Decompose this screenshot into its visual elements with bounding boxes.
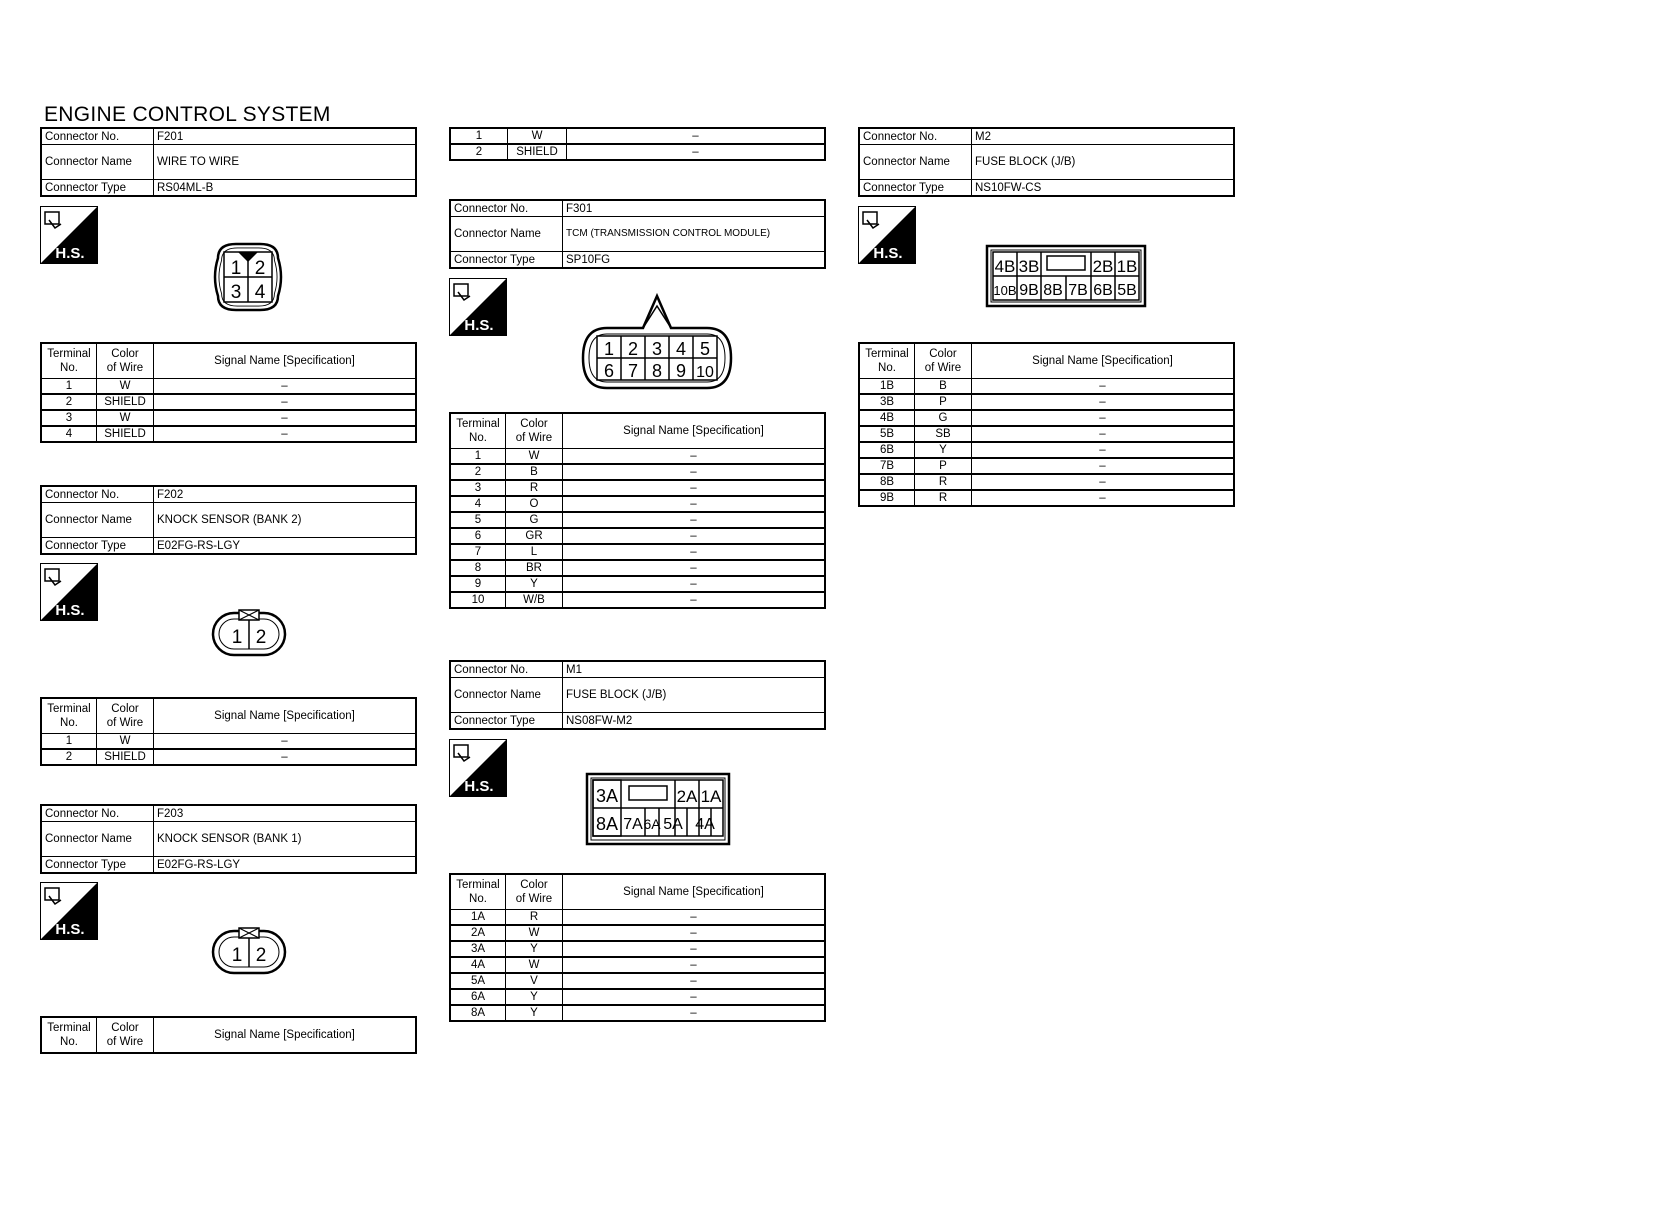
terminal-no-cell: 4: [41, 426, 97, 442]
connector-name-label: Connector Name: [41, 822, 154, 857]
wire-color-cell: G: [506, 512, 563, 528]
terminal-no-cell: 6B: [859, 442, 915, 458]
wire-color-cell: SB: [915, 426, 972, 442]
wire-color-cell: W: [506, 957, 563, 973]
signal-name-cell: –: [563, 480, 826, 496]
pin-label: 3B: [1018, 257, 1040, 276]
pin-label: 8: [651, 361, 663, 381]
terminal-no-cell: 2: [41, 394, 97, 410]
pin-label: 2A: [676, 787, 698, 806]
hs-text: H.S.: [464, 317, 494, 334]
harness-side-icon: [40, 563, 98, 621]
pin-label: 6A: [643, 816, 661, 832]
connector-type-value: SP10FG: [563, 252, 826, 269]
table-row: [859, 394, 1234, 410]
harness-side-icon: [40, 882, 98, 940]
connector-no-label: Connector No.: [41, 486, 154, 503]
connector-type-label: Connector Type: [450, 252, 563, 269]
hs-text: H.S.: [55, 921, 85, 938]
signal-name-cell: –: [972, 410, 1235, 426]
terminal-no-cell: 1A: [450, 910, 506, 926]
connector-no-label: Connector No.: [41, 805, 154, 822]
wire-color-cell: O: [506, 496, 563, 512]
signal-name-cell: –: [154, 394, 417, 410]
pin-label: 8B: [1043, 282, 1063, 299]
signal-name-cell: –: [563, 957, 826, 973]
wire-color-cell: SHIELD: [508, 144, 567, 160]
terminal-no-cell: 7: [450, 544, 506, 560]
table-row: [450, 144, 825, 160]
signal-name-cell: –: [972, 426, 1235, 442]
signal-name-cell: –: [154, 410, 417, 426]
connector-name-value: KNOCK SENSOR (BANK 2): [154, 503, 417, 538]
table-row: [450, 128, 825, 144]
signal-name-cell: –: [563, 560, 826, 576]
table-row: [450, 925, 825, 941]
pin-label: 4: [254, 282, 266, 303]
connector-m2-info: [858, 127, 1235, 197]
signal-name-cell: –: [154, 749, 417, 765]
signal-name-cell: –: [154, 379, 417, 395]
pin-label: 4A: [695, 816, 715, 833]
wire-color-cell: W/B: [506, 592, 563, 608]
wire-color-cell: W: [97, 379, 154, 395]
connector-f201-info: [40, 127, 417, 197]
terminal-no-header: Terminal No.: [41, 698, 97, 734]
signal-name-header: Signal Name [Specification]: [154, 698, 417, 734]
signal-name-header: Signal Name [Specification]: [972, 343, 1235, 379]
color-header: Color of Wire: [915, 343, 972, 379]
signal-name-header: Signal Name [Specification]: [563, 874, 826, 910]
color-header: Color of Wire: [97, 698, 154, 734]
color-header: Color of Wire: [97, 1017, 154, 1053]
signal-name-header: Signal Name [Specification]: [563, 413, 826, 449]
table-row: [450, 910, 825, 926]
connector-f203-terminal-table: [40, 1016, 417, 1054]
connector-type-label: Connector Type: [41, 180, 154, 197]
wire-color-cell: R: [506, 910, 563, 926]
wire-color-cell: P: [915, 458, 972, 474]
terminal-no-header: Terminal No.: [41, 1017, 97, 1053]
signal-name-cell: –: [563, 512, 826, 528]
color-header: Color of Wire: [506, 874, 563, 910]
wire-color-cell: W: [97, 734, 154, 750]
connector-type-label: Connector Type: [41, 538, 154, 555]
connector-name-value: FUSE BLOCK (J/B): [563, 678, 826, 713]
signal-name-cell: –: [563, 576, 826, 592]
signal-name-cell: –: [563, 449, 826, 465]
signal-name-cell: –: [563, 496, 826, 512]
signal-name-cell: –: [563, 1005, 826, 1021]
pin-label: 2: [254, 258, 266, 279]
signal-name-cell: –: [972, 442, 1235, 458]
pin-label: 8A: [595, 814, 619, 834]
terminal-no-cell: 2: [450, 144, 508, 160]
table-row: [450, 941, 825, 957]
terminal-no-cell: 4: [450, 496, 506, 512]
connector-m2-terminal-table: [858, 342, 1235, 507]
table-row: [41, 749, 416, 765]
connector-name-label: Connector Name: [450, 678, 563, 713]
pin-label: 9: [675, 361, 687, 381]
terminal-no-cell: 1: [450, 449, 506, 465]
table-row: [450, 464, 825, 480]
table-row: [859, 458, 1234, 474]
wire-color-cell: R: [915, 490, 972, 506]
connector-no-label: Connector No.: [450, 200, 563, 217]
connector-f202-terminal-table: [40, 697, 417, 766]
table-row: [41, 410, 416, 426]
pin-label: 3: [651, 339, 663, 359]
terminal-no-cell: 4B: [859, 410, 915, 426]
table-row: [41, 426, 416, 442]
harness-side-icon: [858, 206, 916, 264]
connector-f201-face: [208, 240, 288, 314]
wire-color-cell: SHIELD: [97, 426, 154, 442]
signal-name-cell: –: [563, 941, 826, 957]
table-row: [450, 576, 825, 592]
pin-label: 2: [255, 627, 267, 648]
connector-no-value: F201: [154, 128, 417, 145]
connector-f301-info: [449, 199, 826, 269]
terminal-no-header: Terminal No.: [450, 874, 506, 910]
pin-label: 7: [627, 361, 639, 381]
harness-side-icon: [40, 206, 98, 264]
connector-m1-face: [585, 772, 731, 846]
connector-m1-info: [449, 660, 826, 730]
connector-no-label: Connector No.: [41, 128, 154, 145]
signal-name-cell: –: [972, 458, 1235, 474]
pin-label: 3: [230, 282, 242, 303]
connector-name-label: Connector Name: [41, 503, 154, 538]
wire-color-cell: G: [915, 410, 972, 426]
color-header: Color of Wire: [506, 413, 563, 449]
pin-label: 4: [675, 339, 687, 359]
table-row: [859, 474, 1234, 490]
pin-label: 1: [603, 339, 615, 359]
terminal-no-cell: 3B: [859, 394, 915, 410]
connector-name-label: Connector Name: [41, 145, 154, 180]
signal-name-cell: –: [154, 426, 417, 442]
pin-label: 1A: [700, 787, 722, 806]
terminal-no-cell: 2: [450, 464, 506, 480]
connector-f301-terminal-table: [449, 412, 826, 609]
pin-label: 10B: [993, 283, 1017, 298]
connector-name-label: Connector Name: [450, 217, 563, 252]
connector-f301-face: [581, 292, 733, 392]
pin-label: 3A: [595, 786, 619, 806]
signal-name-cell: –: [972, 379, 1235, 395]
terminal-no-cell: 1B: [859, 379, 915, 395]
signal-name-cell: –: [972, 490, 1235, 506]
pin-label: 10: [696, 364, 714, 381]
connector-name-label: Connector Name: [859, 145, 972, 180]
connector-no-value: F202: [154, 486, 417, 503]
wire-color-cell: B: [915, 379, 972, 395]
pin-label: 4B: [994, 257, 1016, 276]
terminal-no-cell: 4A: [450, 957, 506, 973]
terminal-no-cell: 9B: [859, 490, 915, 506]
hs-text: H.S.: [55, 602, 85, 619]
wire-color-cell: BR: [506, 560, 563, 576]
connector-type-label: Connector Type: [41, 857, 154, 874]
table-row: [450, 560, 825, 576]
signal-name-cell: –: [563, 910, 826, 926]
terminal-no-cell: 5B: [859, 426, 915, 442]
connector-name-value: WIRE TO WIRE: [154, 145, 417, 180]
connector-name-value: KNOCK SENSOR (BANK 1): [154, 822, 417, 857]
pin-label: 2: [627, 339, 639, 359]
signal-name-cell: –: [563, 592, 826, 608]
terminal-no-cell: 8A: [450, 1005, 506, 1021]
terminal-no-cell: 1: [41, 379, 97, 395]
continued-terminal-table: [449, 127, 826, 161]
wire-color-cell: R: [506, 480, 563, 496]
connector-no-value: M1: [563, 661, 826, 678]
pin-label: 9B: [1019, 282, 1039, 299]
signal-name-cell: –: [563, 989, 826, 1005]
table-row: [450, 957, 825, 973]
connector-f201-terminal-table: [40, 342, 417, 443]
wire-color-cell: W: [506, 925, 563, 941]
connector-type-label: Connector Type: [859, 180, 972, 197]
wire-color-cell: GR: [506, 528, 563, 544]
wire-color-cell: V: [506, 973, 563, 989]
terminal-no-cell: 6: [450, 528, 506, 544]
connector-type-value: E02FG-RS-LGY: [154, 538, 417, 555]
pin-label: 1: [230, 258, 242, 279]
wire-color-cell: W: [97, 410, 154, 426]
table-row: [859, 490, 1234, 506]
connector-no-label: Connector No.: [450, 661, 563, 678]
wire-color-cell: Y: [506, 1005, 563, 1021]
table-row: [450, 544, 825, 560]
terminal-no-cell: 5: [450, 512, 506, 528]
terminal-no-cell: 9: [450, 576, 506, 592]
table-row: [859, 426, 1234, 442]
connector-m1-terminal-table: [449, 873, 826, 1022]
wire-color-cell: SHIELD: [97, 749, 154, 765]
terminal-no-header: Terminal No.: [41, 343, 97, 379]
signal-name-cell: –: [563, 544, 826, 560]
wire-color-cell: Y: [506, 576, 563, 592]
terminal-no-cell: 5A: [450, 973, 506, 989]
terminal-no-cell: 8: [450, 560, 506, 576]
table-row: [859, 379, 1234, 395]
connector-no-label: Connector No.: [859, 128, 972, 145]
terminal-no-cell: 7B: [859, 458, 915, 474]
connector-no-value: M2: [972, 128, 1235, 145]
signal-name-cell: –: [972, 474, 1235, 490]
wire-color-cell: W: [506, 449, 563, 465]
wire-color-cell: W: [508, 128, 567, 144]
signal-name-cell: –: [972, 394, 1235, 410]
terminal-no-header: Terminal No.: [450, 413, 506, 449]
table-row: [450, 1005, 825, 1021]
connector-f202-info: [40, 485, 417, 555]
wire-color-cell: R: [915, 474, 972, 490]
connector-name-value: TCM (TRANSMISSION CONTROL MODULE): [563, 217, 826, 252]
pin-label: 5A: [663, 816, 683, 833]
connector-m2-face: [985, 244, 1147, 308]
signal-name-cell: –: [567, 128, 826, 144]
signal-name-cell: –: [563, 973, 826, 989]
hs-text: H.S.: [55, 245, 85, 262]
pin-label: 1: [231, 627, 243, 648]
signal-name-cell: –: [154, 734, 417, 750]
pin-label: 5B: [1117, 282, 1137, 299]
pin-label: 7B: [1068, 282, 1088, 299]
terminal-no-cell: 3: [41, 410, 97, 426]
hs-text: H.S.: [464, 778, 494, 795]
wire-color-cell: B: [506, 464, 563, 480]
connector-type-value: E02FG-RS-LGY: [154, 857, 417, 874]
terminal-no-cell: 6A: [450, 989, 506, 1005]
pin-label: 5: [699, 339, 711, 359]
terminal-no-cell: 10: [450, 592, 506, 608]
terminal-no-cell: 3A: [450, 941, 506, 957]
terminal-no-cell: 2A: [450, 925, 506, 941]
table-row: [450, 989, 825, 1005]
color-header: Color of Wire: [97, 343, 154, 379]
signal-name-cell: –: [563, 464, 826, 480]
pin-label: 7A: [623, 816, 643, 833]
terminal-no-cell: 8B: [859, 474, 915, 490]
table-row: [450, 592, 825, 608]
connector-f203-info: [40, 804, 417, 874]
connector-no-value: F203: [154, 805, 417, 822]
terminal-no-header: Terminal No.: [859, 343, 915, 379]
connector-f202-face: [209, 607, 289, 659]
signal-name-header: Signal Name [Specification]: [154, 1017, 417, 1053]
connector-type-value: NS08FW-M2: [563, 713, 826, 730]
pin-label: 6: [603, 361, 615, 381]
terminal-no-cell: 1: [450, 128, 508, 144]
signal-name-header: Signal Name [Specification]: [154, 343, 417, 379]
wire-color-cell: SHIELD: [97, 394, 154, 410]
connector-no-value: F301: [563, 200, 826, 217]
connector-name-value: FUSE BLOCK (J/B): [972, 145, 1235, 180]
terminal-no-cell: 2: [41, 749, 97, 765]
connector-f203-face: [209, 925, 289, 977]
signal-name-cell: –: [563, 925, 826, 941]
pin-label: 1B: [1116, 257, 1138, 276]
table-row: [450, 973, 825, 989]
table-row: [41, 379, 416, 395]
page-title: ENGINE CONTROL SYSTEM: [44, 103, 331, 126]
table-row: [859, 442, 1234, 458]
pin-label: 2B: [1092, 257, 1114, 276]
harness-side-icon: [449, 278, 507, 336]
connector-type-label: Connector Type: [450, 713, 563, 730]
signal-name-cell: –: [567, 144, 826, 160]
hs-text: H.S.: [873, 245, 903, 262]
signal-name-cell: –: [563, 528, 826, 544]
table-row: [41, 734, 416, 750]
table-row: [450, 449, 825, 465]
table-row: [450, 512, 825, 528]
table-row: [41, 394, 416, 410]
wire-color-cell: Y: [915, 442, 972, 458]
table-row: [450, 528, 825, 544]
pin-label: 6B: [1093, 282, 1113, 299]
terminal-no-cell: 3: [450, 480, 506, 496]
harness-side-icon: [449, 739, 507, 797]
pin-label: 1: [231, 945, 243, 966]
pin-label: 2: [255, 945, 267, 966]
table-row: [450, 496, 825, 512]
wire-color-cell: Y: [506, 989, 563, 1005]
table-row: [450, 480, 825, 496]
terminal-no-cell: 1: [41, 734, 97, 750]
wire-color-cell: Y: [506, 941, 563, 957]
connector-type-value: RS04ML-B: [154, 180, 417, 197]
connector-type-value: NS10FW-CS: [972, 180, 1235, 197]
table-row: [859, 410, 1234, 426]
wire-color-cell: P: [915, 394, 972, 410]
wire-color-cell: L: [506, 544, 563, 560]
